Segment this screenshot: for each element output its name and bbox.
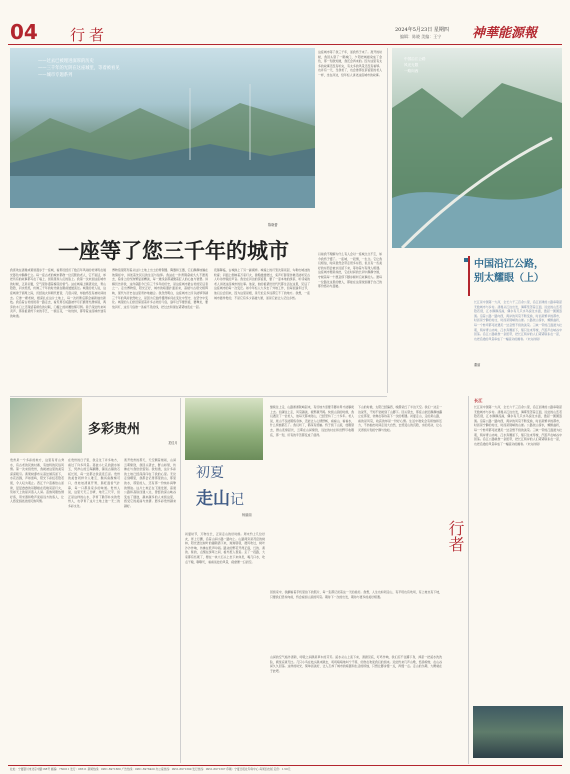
river-road-illustration <box>392 48 562 248</box>
side-title-square <box>464 258 468 262</box>
top-article-col-5: 以前我不理解为什么有人会对一座城念念不忘，如今我终于懂了。一座城，一段情，一生念。它让我们相信，时间虽然会带走很多东西，但总有一些美好的东西会被永远留下来，等待着与有缘人相遇。这座城市便是如此，它在时间的长河中静静守候，守候着每一个愿意停下脚步倾听它故事的人。愿每一位路过这里的旅人，都能在这里找到属于自己的那份感动与温暖。 <box>318 252 382 289</box>
side-article-body: 长江是中国第一大河，全长六千三百余公里，沿江而建的公路串联起无数城市与乡村。清晨从江边出发，薄雾笼罩着江面，远处的山峦若隐若现，江水静静流淌，偶尔有几只水鸟掠过水面，激起一圈圈涟漪。沿着公路一路向西，两岸的风景不断变换，时而是繁华的都市，时而是宁静的村庄，时而是陡峭的山崖。公路依山傍水，蜿蜒曲折，每一个转弯都可能遇见一处意想不到的美景。三峡一带的江面最为壮观，两岸青山夹峙，江水奔腾而下，船只往来穿梭，汽笛声在峡谷中回荡。沿江公路就像一条纽带，把长江两岸的人们紧紧联系在一起，也把沿途的风景串成了一幅流动的画卷。（未完待续） <box>474 405 562 446</box>
header-rule <box>8 44 562 45</box>
hero-photo <box>10 48 315 208</box>
side-caption-line: 风光无限 <box>404 63 419 67</box>
bottom-title-char: 走山 <box>196 489 230 509</box>
bottom-article-author: 杨丽丽 <box>242 513 252 517</box>
side-title-bar <box>468 256 470 296</box>
footer-info: 社址：宁夏银川市北京中路168号 邮编：750011 发行：08511 新闻热线：0951-6971680 广告热线：0951-6978420 办公室热线：0951-6971390 发行热线：0951-6971307 印刷：宁夏日报社印务中心 每周四出版 定价：1.50元 <box>10 767 291 771</box>
hero-caption-line: ——城市专题系列 <box>38 73 73 78</box>
top-article-col-4: 这座城市等了我三千年，而我终于来了。离开的时候，我回头望了一眼城门，夕阳把城楼染成了金色，那一刻我知道，我还会再来的。因为这里有太多的故事还没有听完，有太多的风景还没有看够。也许有一天，当我老了，也会像那位茶馆里的老人一样，坐在河边，给年轻人讲述这座城市的故事。 <box>318 50 382 77</box>
column-divider <box>180 398 181 763</box>
masthead-logo: 神華能源報 <box>472 26 538 41</box>
top-article-col-3: 夜幕降临，古城换上了另一副模样。城墙上的灯笼次第亮起，勾勒出城池的轮廓；河面上倒映着万家灯火，游船缓缓驶过，桨声灯影里仿佛还能听见古人吟诗作赋的声音。我坐在河边的茶馆里，要了一壶本地的绿茶，听邻桌的老人讲述这座城市的往事。他说，他的祖辈世世代代都生活在这里，见证了这座城市的每一次变迁。如今年轻人大多去了外地工作，但每到逢年过节，他们总会回来，因为这里是根，是无论走多远都忘不了的地方。我想，一座城市最珍贵的，不是它有多少高楼大厦，而是它能让人记住乡愁。 <box>214 268 310 300</box>
middle-article-title: 多彩贵州 <box>88 422 141 437</box>
side-bottom-photo <box>473 706 563 758</box>
column-divider <box>387 48 388 393</box>
bottom-article-col-5: 山间的空气格外清新，呼吸之间满是草木的芬芳。溪水从山上流下来，清澈见底，叮咚作响，我们忍不住蹲下身，捧起一把溪水洗洗脸，顿觉凉爽无比。几只小鸟在枝头跳来跳去，叽叽喳喳地叫个不停，好像在欢迎我们的到来。远处传来几声山歌，悠扬婉转，在山谷间久久回荡。这样的时光，简单而美好，让人忘却了城市的喧嚣和生活的烦恼，只想让脚步慢一点，再慢一点。走山的乐趣，大概就在于此吧。 <box>270 655 442 673</box>
bottom-article-title <box>196 462 256 509</box>
top-article-title: 一座等了您三千年的城市 <box>58 239 289 263</box>
section-divider <box>10 396 387 397</box>
editor-line: 编辑：陈晓 美编：王宁 <box>400 34 442 39</box>
hero-caption-line: ——三千年的光阴在这座城里，等着被看见 <box>38 66 120 71</box>
middle-article-col-1: 贵州是一个多彩的地方，这里有奇山秀水，有古老的民族村寨，有独特的民俗风情。第一次来到贵州，我就被这里的美景深深吸引。黄果树瀑布从高处倾泻而下，水花四溅，声如雷鸣，阳光下彩虹若隐若现，令人叹为观止。西江千户苗寨依山而建，层层叠叠的吊脚楼在夜晚亮起灯火，宛如天上的星河落入人间。苗族同胞热情好客，用米酒和歌声迎接远方的客人，让人感受到浓浓的民族风情。 <box>10 458 64 504</box>
top-article-col-1: 我喜欢在清晨或黄昏漫步于一座城，看那些经历了数百年风雨的老建筑在晨光暮色中静静伫立。每一座古老的城市都像一位沉默的老人，它不说话，却把所有的故事都写在了墙上、街巷里和人们的脸上。我第一次来到这座城市的时候，正是初夏，空气里弥漫着槐花的香气。站在城墙上眺望远处，青山隐隐，河水悠悠，仿佛三千年的时光就在眼前缓缓流过。城里的老人说，这座城建于商周之际，历经战火和朝代更替，几度兴衰，却始终没有被时间抹去。它像一棵老树，根深扎在这片土地上，每一次折断后都会重新抽出新枝。我沿着古老的街巷一路走去，看见青石板路被岁月打磨得光滑如镜，两旁的木门上还残留着褪色的对联，门楣上的砖雕依稀可辨。巷子深处传来叫卖声，那是祖辈传下来的手艺，一碗豆花，一块烧饼，都带着这座城市独有的味道。 <box>10 268 106 318</box>
vertical-section-label <box>445 520 463 557</box>
side-photo <box>392 48 562 248</box>
side-lead-text: 长江是中国第一大河，全长六千三百余公里，沿江而建的公路串联起无数城市与乡村。清晨从江边出发，薄雾笼罩着江面，远处的山峦若隐若现，江水静静流淌，偶尔有几只水鸟掠过水面，激起一圈圈涟漪。沿着公路一路向西，两岸的风景不断变换，时而是繁华的都市，时而是宁静的村庄，时而是陡峭的山崖。公路依山傍水，蜿蜒曲折，每一个转弯都可能遇见一处意想不到的美景。三峡一带的江面最为壮观，两岸青山夹峙，江水奔腾而下，船只往来穿梭，汽笛声在峡谷中回荡。沿江公路就像一条纽带，把长江两岸的人们紧紧联系在一起，也把沿途的风景串成了一幅流动的画卷。（未完待续） <box>474 300 562 341</box>
middle-article-col-3: 离开贵州的那天，天空飘着细雨，山间云雾缭绕，我回头望去，群山如黛，仿佛在与我依依惜别。我知道，这片多彩的土地已经深深印在了我的心里。无论走到哪里，我都会记得那里的山，那里的水，那里的人，还有那一份纯朴真挚的情谊。这片土地正在飞速发展，高速公路和高铁四通八达，曾经的深山峡谷变成了通途，越来越多的人来到这里，感受它的美丽与热情。愿多彩贵州越来越好。 <box>124 458 176 508</box>
bottom-title-char: 初 <box>196 465 210 481</box>
top-article-author: 陈晓蕾 <box>268 223 278 227</box>
side-caption-line: 中国沿江公路 <box>404 57 426 61</box>
date-line: 2024年5月23日 星期四 <box>395 27 449 33</box>
footer-rule <box>8 765 562 766</box>
side-caption-line: 一路向西 <box>404 69 419 73</box>
side-title-line: 别太耀眼（上） <box>474 273 544 284</box>
hero-caption-line: ——过去已被埋进深厚的历史 <box>38 59 94 64</box>
bottom-article-col-1: 初夏时节，万物生长，正是走山的好时候。周末约上几位好友，背上行囊，沿着山间小路一路向上。山路两旁是茂密的树林，阳光透过树叶的缝隙洒下来，斑斑驳驳，微风吹过，树叶沙沙作响，仿佛在低声吟唱。路边的野花开得正盛，红的、黄的、紫的，点缀在绿草之间，格外惹人喜爱。走了一段路，大家都有些累了，便在一块大石头上坐下来休息，喝几口水，吃点干粮，聊聊天，看看远处的风景，疲惫便一扫而空。 <box>185 532 265 564</box>
bottom-article-col-4: 回到家中，我翻看着手机里拍下的照片，每一张都记录着这一天的美好。我想，人生也如同走山，有平坦也有坎坷，有上坡也有下坡，只要我们坚持向前，终会看到山顶的风景。期待下一次的出发，期待与更多的美好相遇。 <box>270 590 442 599</box>
vertical-label-text: 行者 <box>446 520 465 552</box>
column-divider <box>468 396 469 764</box>
middle-article-author: 龙佳月 <box>168 441 178 445</box>
side-article-author: 董丽 <box>474 363 481 367</box>
bottom-photo <box>185 398 263 460</box>
bottom-article-col-3: 下山的时候，太阳已经偏西，晚霞染红了半边天空。我们一边走一边说笑，不知不觉就到了山脚下。回头望去，那座山依旧静静地矗立在那里，仿佛在等待着下一次的相遇。初夏走山，走的是山路，看的是风景，收获的却是一份好心情。生活中难免会有烦恼和压力，不妨抽出时间走进大自然，去感受山的沉稳，水的灵动，让心灵得到片刻的宁静与放松。 <box>358 405 442 432</box>
middle-article-col-2: 在贵州的日子里，我走过了许多地方，看过了许多风景。荔波小七孔的碧水如玉，梵净山的云海翻腾，镇远古镇的石板长街，每一处都让我流连忘返。贵州的美食同样令人难忘，酸汤鱼酸辣可口，丝娃娃清爽开胃，肠旺面香气扑鼻，每一口都是家乡的味道。贵州人说，这里天无三日晴，地无三尺平，但正是这样的山水，孕育了勤劳朴实的贵州人，也孕育了这片土地上独一无二的多彩文化。 <box>68 458 120 508</box>
bottom-title-char: 记 <box>230 492 244 508</box>
bottom-title-char: 夏 <box>210 465 224 481</box>
section-title: 行者 <box>70 26 109 44</box>
page-number: 04 <box>10 20 38 44</box>
bottom-article-col-2: 继续往上走，山路渐渐陡峭起来，有些地方需要手脚并用才能攀爬上去。但越往上走，风景越美，视野越开阔。快到山顶的时候，我们遇见了一位老人，他每天都来爬山，已经坚持了二十多年。老人说，爬山不仅能锻炼身体，还能让人心情舒畅，看看山，看看水，什么烦恼都忘了。我们听了，都深有感触。终于到了山顶，放眼望去，群山连绵起伏，云雾在山间缭绕，远处的村庄和田野尽收眼底，那一刻，所有的辛苦都变成了值得。 <box>270 405 354 437</box>
top-article-col-2: 博物馆里陈列着从这片土地上出土的青铜器、陶器和玉器，它们静静地躺在玻璃柜中，讲述着先民们的生活与信仰。我站在一件青铜鼎前久久不愿离去，鼎身上的纹饰繁复而精美，每一道线条都凝聚着匠人的心血与智慧。讲解员告诉我，这件鼎距今已有三千多年的历史，是这座城市最古老的见证者之一。走出博物馆，阳光正好，城市的喧嚣扑面而来，高楼与古塔交相辉映，现代与历史在这里奇妙地融合。我忽然明白，这座城市之所以能够穿越三千年的风雨依然屹立，是因为它始终懂得如何在变化中坚守，在坚守中变化。城里的人们依旧保留着许多古老的习俗，逢年过节要祭祖，要舞龙，要放河灯，这些习俗像一条看不见的线，把过去和现在紧紧地连在一起。 <box>112 268 208 309</box>
middle-photo <box>10 398 82 453</box>
side-title-line: 中国沿江公路， <box>474 259 544 270</box>
side-sub-heading: 长江 <box>474 398 483 403</box>
